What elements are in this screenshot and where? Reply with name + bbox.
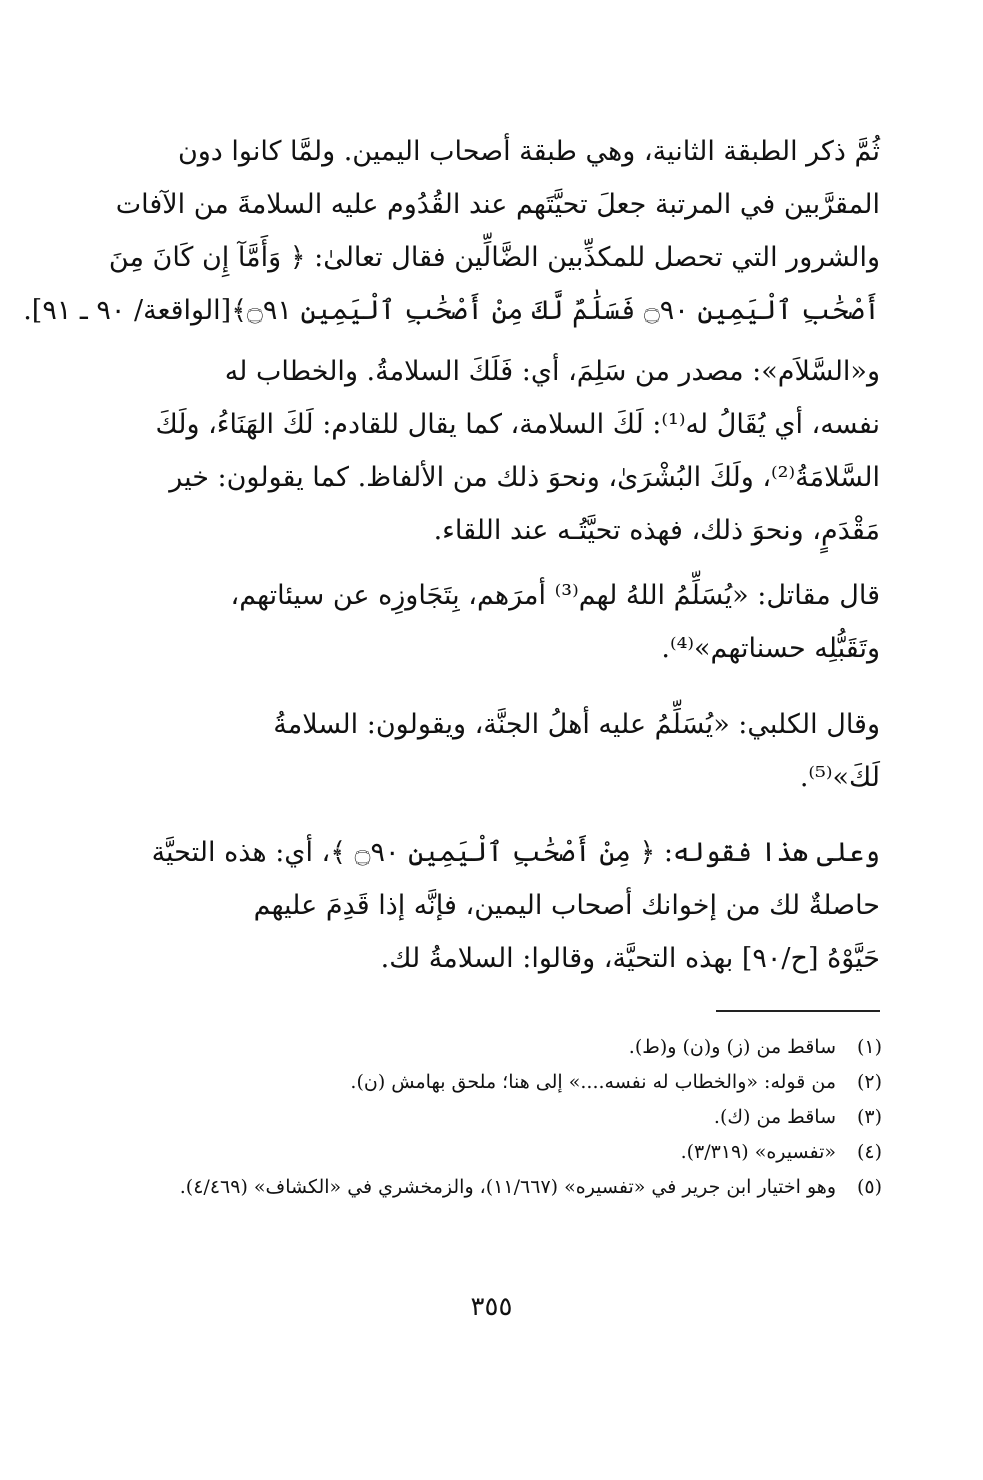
paragraph-5 [100, 826, 880, 985]
footnote-text: ساقط من (ك). [713, 1106, 836, 1128]
footnote-number: (٣) [856, 1106, 882, 1128]
footnotes [100, 1030, 882, 1205]
text-line: المقرَّبين في المرتبة جعلَ تحيَّتَهم عند القُدُوم عليه السلامةَ من الآفات [115, 189, 880, 220]
text-line: حاصلةٌ لك من إخوانك أصحاب اليمين، فإنَّه إذا قَدِمَ عليهم [253, 890, 880, 921]
paragraph-2 [100, 345, 880, 557]
paragraph-1 [23, 125, 880, 337]
footnote-text: وهو اختيار ابن جرير في «تفسيره» (١١/٦٦٧)، والزمخشري في «الكشاف» (٤/٤٦٩). [179, 1176, 836, 1198]
footnote-number: (٢) [856, 1071, 882, 1093]
text-line: وقال الكلبي: «يُسَلِّمُ عليه أهلُ الجنَّة، ويقولون: السلامةُ [273, 709, 880, 740]
footnote-text: ساقط من (ز) و(ن) و(ط). [628, 1036, 836, 1058]
footnote-text: «تفسيره» (٣/٣١٩). [680, 1141, 836, 1163]
footnote-item [100, 1030, 882, 1065]
paragraph-4 [100, 698, 880, 804]
page-number: ٣٥٥ [470, 1292, 513, 1322]
text-line: ثُمَّ ذكر الطبقة الثانية، وهي طبقة أصحاب اليمين. ولمَّا كانوا دون [177, 136, 880, 167]
footnote-item [100, 1170, 882, 1205]
text-line: أَصْحَٰبِ ٱلْيَمِينِ ۝٩٠ فَسَلَٰمٌ لَّكَ مِنْ أَصْحَٰبِ ٱلْيَمِينِ ۝٩١﴾[الواقعة/ ٩٠ ـ ٩١]. [23, 295, 880, 326]
paragraph-3 [100, 569, 880, 675]
text-line: نفسه، أي يُقَالُ له⁽¹⁾: لَكَ السلامة، كما يقال للقادم: لَكَ الهَنَاءُ، ولَكَ [155, 409, 880, 440]
text-line: مَقْدَمٍ، ونحوَ ذلك، فهذه تحيَّتُـه عند اللقاء. [433, 515, 880, 546]
text-line: وتَقَبُّلِه حسناتهم»⁽⁴⁾. [661, 633, 880, 664]
text-line: و«السَّلاَم»: مصدر من سَلِمَ، أي: فَلَكَ السلامةُ. والخطاب له [224, 356, 880, 387]
footnote-item [100, 1135, 882, 1170]
text-line: وعلى هذا فقوله: ﴿ مِنْ أَصْحَٰبِ ٱلْيَمِينِ ۝٩٠ ﴾، أي: هذه التحيَّة [151, 837, 880, 868]
text-line: السَّلامَةُ⁽²⁾، ولَكَ البُشْرَىٰ، ونحوَ ذلك من الألفاظ. كما يقولون: خير [169, 462, 880, 493]
footnote-text: من قوله: «والخطاب له نفسه....» إلى هنا؛ ملحق بهامش (ن). [350, 1071, 836, 1093]
text-line: حَيَّوْهُ [ح/٩٠] بهذه التحيَّة، وقالوا: السلامةُ لك. [380, 943, 880, 974]
footnote-number: (٥) [856, 1176, 882, 1198]
text-line: لَكَ»⁽⁵⁾. [799, 762, 880, 793]
footnote-number: (٤) [856, 1141, 882, 1163]
footnote-number: (١) [856, 1036, 882, 1058]
footnote-item [100, 1065, 882, 1100]
footnote-divider [716, 1010, 880, 1012]
text-line: قال مقاتل: «يُسَلِّمُ اللهُ لهم⁽³⁾ أمرَهم، بِتَجَاوزِه عن سيئاتهم، [230, 580, 880, 611]
footnote-item [100, 1100, 882, 1135]
text-line: والشرور التي تحصل للمكذِّبين الضَّالِّين فقال تعالىٰ: ﴿ وَأَمَّآ إِن كَانَ مِنَ [108, 242, 880, 273]
